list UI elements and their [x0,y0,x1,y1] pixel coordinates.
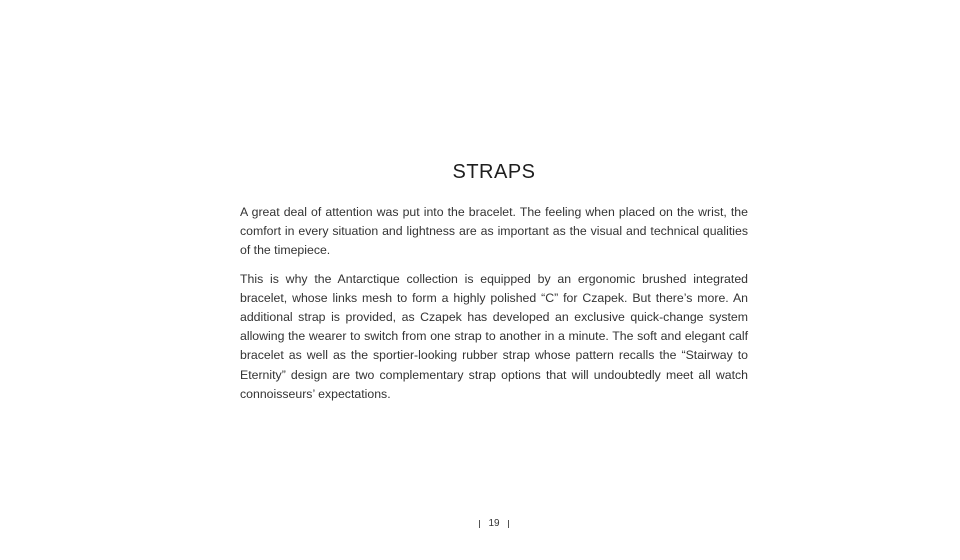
footer-divider-right [508,520,509,528]
paragraph-bracelet-intro: A great deal of attention was put into the bracelet. The feeling when placed on the wrist, the comfort in every situation and lightness are as important as the visual and technical qualities of the timepiece. [240,205,748,258]
body-text [240,203,748,413]
page-number: 19 [488,518,500,529]
page-footer [0,518,960,529]
paragraph-strap-options: This is why the Antarctique collection is equipped by an ergonomic brushed integrated bracelet, whose links mesh to form a highly polished “C” for Czapek. But there’s more. An additional strap is provided, as Czapek has developed an exclusive quick-change system allowing the wearer to switch from one strap to another in a minute. The soft and elegant calf bracelet as well as the sportier-looking rubber strap whose pattern recalls the “Stairway to Eternity” design are two complementary strap options that will undoubtedly meet all watch connoisseurs’ expectations. [240,271,748,401]
page-title: STRAPS [452,161,536,183]
footer-divider-left [479,520,480,528]
